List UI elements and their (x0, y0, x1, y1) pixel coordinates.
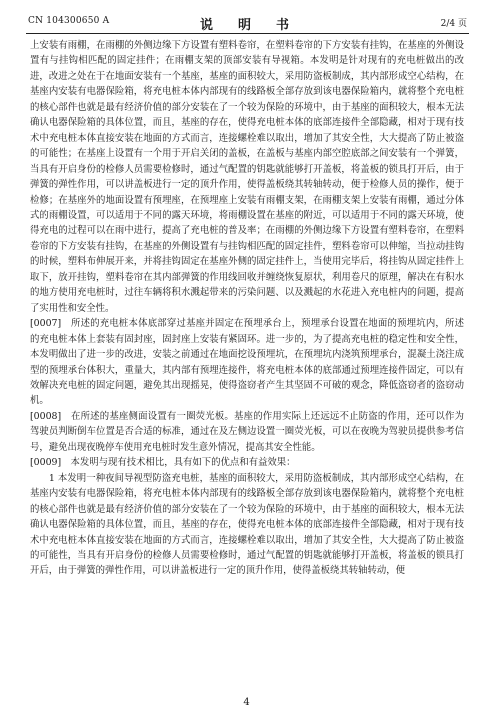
page-header (28, 14, 467, 33)
document-number: CN 104300650 A (28, 16, 110, 26)
header-rule (26, 33, 469, 34)
paragraph-0008: [0008] 在所述的基座侧面设置有一圈荧光板。基座的作用实际上还远远不止防盗的作用，还可以作为驾驶员判断倒车位置是否合适的标准，通过在及左侧边设置一圈荧光板，可以在夜晚为驾驶员提供参考信号，避免出现夜晚停车使用充电桩时发生意外情况，提高其安全性能。 (30, 410, 464, 453)
paragraph-advantage-1: 1 本发明一种夜间导视型防盗充电桩，基座的面积较大，采用防盗板制成，其内部形成空心结构，在基座内安装有电器保险箱，将充电桩本体内部现有的线路板全部存放到该电器保险箱内，就将整个充电桩的核心部件也就是最有经济价值的部分安装在了一个较为保险的环境中，由于基座的面积较大，根本无法确认电器保险箱的具体位置，而且，基座的存在，使得充电桩本体的底部连接件全部隐藏，相对于现有技术中充电桩本体直接安装在地面的方式而言，连接螺栓难以取出，增加了其安全性，大大提高了防止被盗的可能性，当具有开启身份的检修人员需要检修时，通过气配置的钥匙就能够打开盖板，将盖板的锁具打开后，由于弹簧的弹性作用，可以讲盖板进行一定的顶升作用，使得盖板绕其转轴转动，便 (30, 472, 464, 577)
page-number: 4 (243, 697, 250, 708)
paragraph-continued: 上安装有雨棚，在雨棚的外侧边缘下方设置有塑料卷帘，在塑料卷帘的下方安装有挂钩，在基座的外侧设置有与挂钩相匹配的固定挂件；在雨棚支架的顶部安装有导视箱。本发明是针对现有的充电桩做出的改进，改进之处在于在地面安装有一个基座，基座的面积较大，采用防盗板制成，其内部形成空心结构，在基座内安装有电器保险箱，将充电桩本体内部现有的线路板全部存放到该电器保险箱内，就将整个充电桩的核心部件也就是最有经济价值的部分安装在了一个较为保险的环境中，由于基座的面积较大，根本无法确认电器保险箱的具体位置，而且，基座的存在，使得充电桩本体的底部连接件全部隐藏，相对于现有技术中充电桩本体直接安装在地面的方式而言，连接螺栓难以取出，增加了其安全性，大大提高了防止被盗的可能性；在基座上设置有一个用于开启关闭的盖板，在盖板与基座内部空腔底部之间安装有一个弹簧，当具有开启身份的检修人员需要检修时，通过气配置的钥匙就能够打开盖板，将盖板的锁具打开后，由于弹簧的弹性作用，可以讲盖板进行一定的顶升作用，使得盖板绕其转轴转动，便于检修人员的操作，便于检修；在基座外的地面设置有预埋座，在预埋座上安装有雨棚支架，在雨棚支架上安装有雨棚，通过分体式的雨棚设置，可以适用于不同的露天环境，将雨棚设置在基座的附近，可以适用于不同的露天环境，使得充电的过程可以在雨中进行，提高了充电桩的普及率；在雨棚的外侧边缘下方设置有塑料卷帘，在塑料卷帘的下方安装有挂钩，在基座的外侧设置有与挂钩相匹配的固定挂件，塑料卷帘可以伸缩，当拉动挂钩的时候，塑料布伸展开来，并将挂钩固定在基座外侧的固定挂件上，当使用完毕后，将挂钩从固定挂件上取下，放开挂钩，塑料卷帘在其内部弹簧的作用线回收并缠绕恢复原状，利用卷尺的原理，解决在有积水的地方使用充电桩时，过往车辆将积水溅起带来的污染问题、以及溅起的水花进入充电桩内的问题，提高了实用性和安全性。 (30, 40, 464, 314)
paragraph-0007: [0007] 所述的充电桩本体底部穿过基座并固定在预埋承台上，预埋承台设置在地面的预埋坑内，所述的充电桩本体上套装有固封座，固封座上安装有紧固环。进一步的，为了提高充电桩的稳定性和安全性，本发明做出了进一步的改进，安装之前通过在地面挖设预埋坑，在预埋坑内浇筑预埋承台，混凝土浇注成型的预埋承台体积大，重量大，其内部有预埋连接件，将充电桩本体的底部通过预埋连接件固定，可以有效解决充电桩的固定问题，避免其出现摇晃，使得盗窃者产生其坚固不可破的观念，降低盗窃者的盗窃动机。 (30, 318, 464, 407)
document-body (30, 38, 464, 579)
document-title: 说 明 书 (199, 18, 295, 33)
paragraph-0009: [0009] 本发明与现有技术相比，具有如下的优点和有益效果： (30, 457, 296, 469)
page-indicator: 2/4 页 (440, 19, 467, 29)
